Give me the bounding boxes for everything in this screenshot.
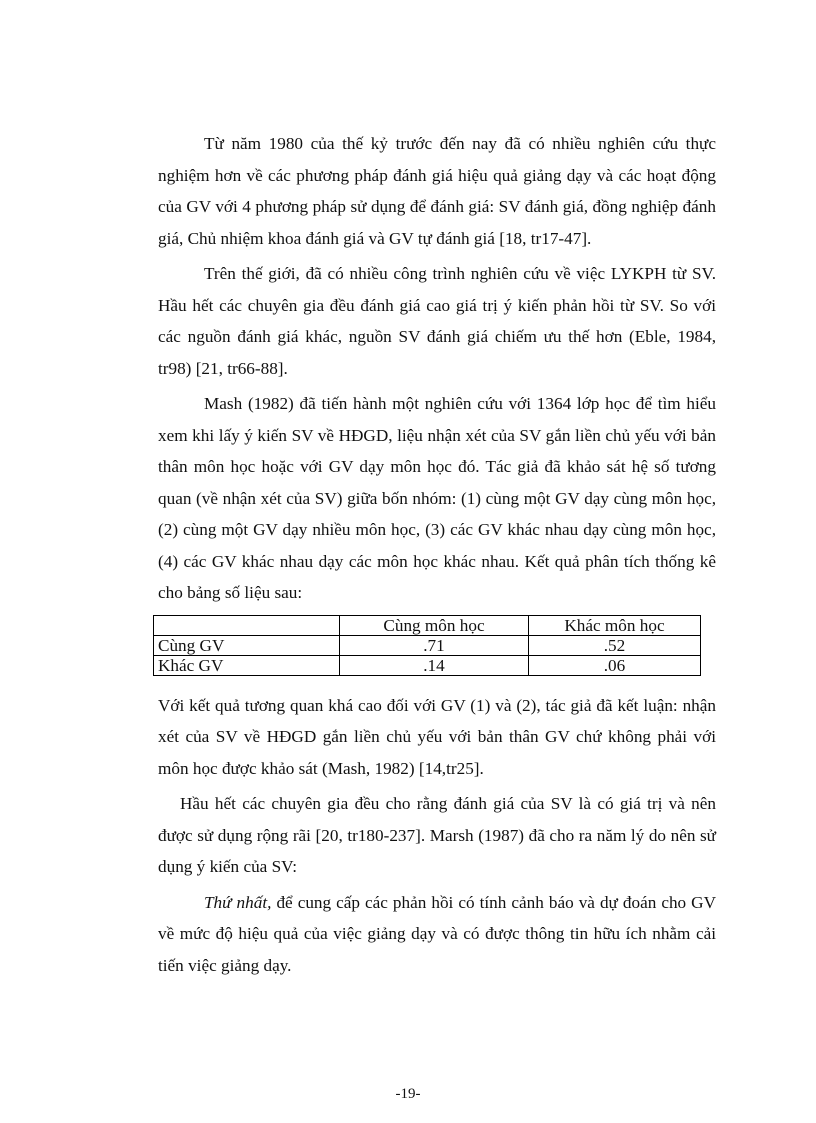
- table-cell: Cùng GV: [154, 635, 340, 655]
- table-cell: .52: [529, 635, 701, 655]
- table-header-row: [154, 615, 701, 635]
- table-header-cell: Khác môn học: [529, 615, 701, 635]
- paragraph-2: Trên thế giới, đã có nhiều công trình nghiên cứu về việc LYKPH từ SV. Hầu hết các chuyên gia đều đánh giá cao giá trị ý kiến phản hồi từ SV. So với các nguồn đánh giá khác, nguồn SV đánh giá chiếm ưu thế hơn (Eble, 1984, tr98) [21, tr66-88].: [158, 264, 716, 378]
- paragraph-6-text: để cung cấp các phản hồi có tính cảnh báo và dự đoán cho GV về mức độ hiệu quả của việc giảng dạy và có được thông tin hữu ích nhằm cải tiến việc giảng dạy.: [158, 892, 716, 975]
- table-header-cell: Cùng môn học: [340, 615, 529, 635]
- paragraph-6: [158, 887, 716, 982]
- paragraph-6-lead: Thứ nhất,: [204, 892, 272, 912]
- table-row: [154, 635, 701, 655]
- paragraph-4: Với kết quả tương quan khá cao đối với GV (1) và (2), tác giả đã kết luận: nhận xét của SV về HĐGD gắn liền chủ yếu với bản thân GV chứ không phải với môn học được khảo sát (Mash, 1982) [14,tr25].: [158, 695, 716, 778]
- paragraph-5: Hầu hết các chuyên gia đều cho rằng đánh giá của SV là có giá trị và nên được sử dụng rộng rãi [20, tr180-237]. Marsh (1987) đã cho ra năm lý do nên sử dụng ý kiến của SV:: [158, 794, 716, 876]
- paragraph-1: Từ năm 1980 của thế kỷ trước đến nay đã có nhiều nghiên cứu thực nghiệm hơn về các phương pháp đánh giá hiệu quả giảng dạy và các hoạt động của GV với 4 phương pháp sử dụng để đánh giá: SV đánh giá, đồng nghiệp đánh giá, Chủ nhiệm khoa đánh giá và GV tự đánh giá [18, tr17-47].: [158, 134, 716, 248]
- page-number: -19-: [395, 1086, 421, 1102]
- page-body: [158, 128, 716, 985]
- table-cell: .14: [340, 655, 529, 675]
- table-cell: .06: [529, 655, 701, 675]
- paragraph-3: Mash (1982) đã tiến hành một nghiên cứu với 1364 lớp học để tìm hiểu xem khi lấy ý kiến SV về HĐGD, liệu nhận xét của SV gắn liền chủ yếu với bản thân môn học hoặc với GV dạy môn học đó. Tác giả đã khảo sát hệ số tương quan (về nhận xét của SV) giữa bốn nhóm: (1) cùng một GV dạy cùng môn học, (2) cùng một GV dạy nhiều môn học, (3) các GV khác nhau dạy cùng môn học, (4) các GV khác nhau dạy các môn học khác nhau. Kết quả phân tích thống kê cho bảng số liệu sau:: [158, 394, 716, 602]
- table-cell: Khác GV: [154, 655, 340, 675]
- table-row: [154, 655, 701, 675]
- table-header-cell: [154, 615, 340, 635]
- correlation-table: [153, 615, 701, 676]
- table-cell: .71: [340, 635, 529, 655]
